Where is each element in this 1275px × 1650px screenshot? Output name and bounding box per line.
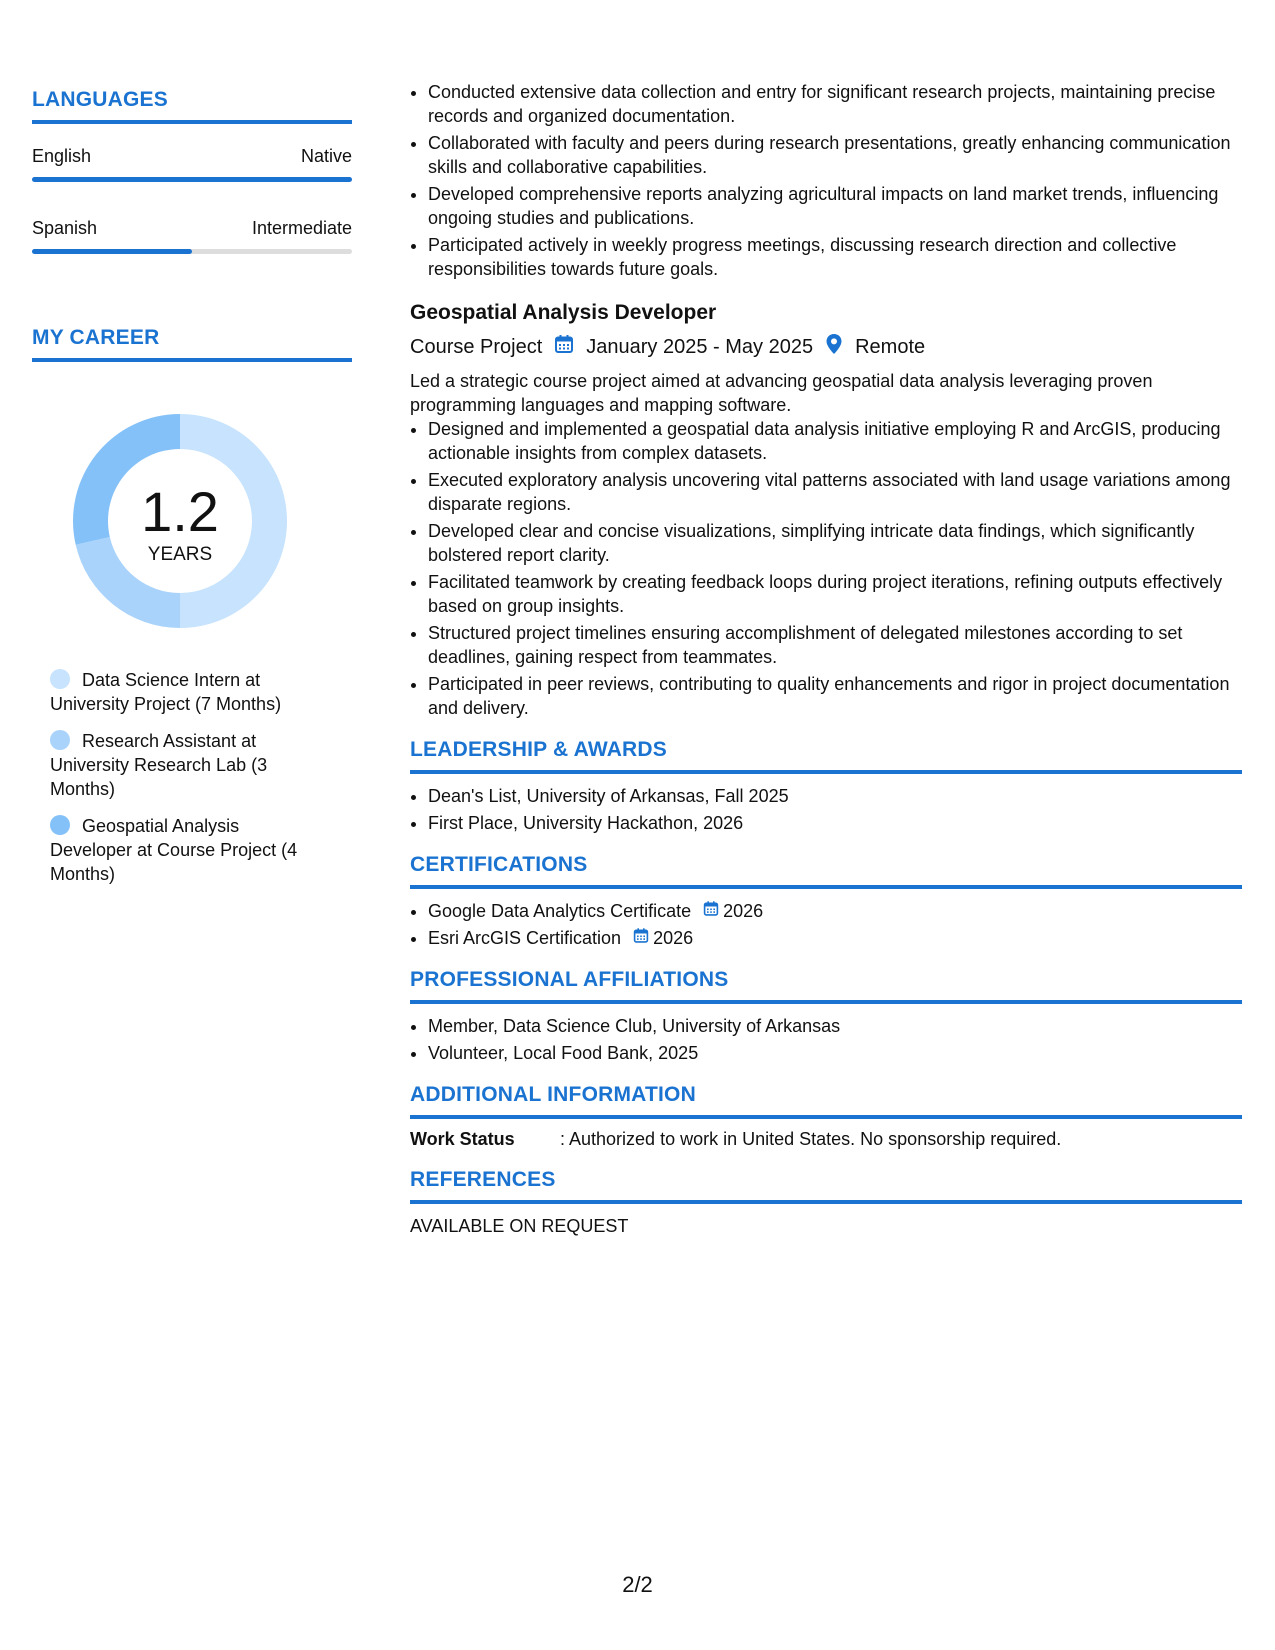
career-total-value: 1.2 — [141, 480, 219, 543]
previous-job-bullets — [410, 80, 1242, 281]
legend-dot — [50, 669, 70, 689]
legend-label: Research Assistant at University Research Lab (3 Months) — [50, 731, 268, 799]
career-title: MY CAREER — [32, 326, 352, 362]
language-name: English — [32, 146, 92, 166]
career-donut-chart — [65, 406, 295, 636]
affiliations-title: PROFESSIONAL AFFILIATIONS — [410, 968, 1242, 1004]
sidebar — [32, 88, 352, 899]
list-item: • Collaborated with faculty and peers during research presentations, greatly enhancing communication skills and collaborative capabilities. — [428, 131, 1242, 179]
list-item: • Member, Data Science Club, University of Arkansas — [428, 1014, 1242, 1038]
job-meta — [410, 333, 1242, 361]
legend-label: Data Science Intern at University Project (7 Months) — [50, 670, 282, 714]
work-status-value: : Authorized to work in United States. No sponsorship required. — [560, 1129, 1062, 1149]
languages-section — [32, 88, 352, 254]
job-company: Course Project — [410, 335, 543, 358]
references-section — [410, 1168, 1242, 1237]
career-legend-item — [50, 814, 320, 886]
job-bullets — [410, 417, 1242, 720]
main-content — [410, 80, 1242, 1237]
affiliations-section — [410, 968, 1242, 1065]
language-item-spanish — [32, 218, 352, 254]
list-item: • First Place, University Hackathon, 2026 — [428, 811, 1242, 835]
certifications-title: CERTIFICATIONS — [410, 853, 1242, 889]
calendar-icon — [554, 334, 574, 360]
list-item: • Conducted extensive data collection and entry for significant research projects, maintaining precise records and organized documentation. — [428, 80, 1242, 128]
work-status-row — [410, 1129, 1242, 1150]
language-level: Intermediate — [251, 218, 352, 238]
list-item: • Developed comprehensive reports analyzing agricultural impacts on land market trends, influencing ongoing studies and publications. — [428, 182, 1242, 230]
career-legend-item — [50, 729, 320, 801]
page-number: 2/2 — [622, 1572, 653, 1597]
career-section — [32, 326, 352, 886]
job-location: Remote — [855, 335, 926, 358]
list-item: • Designed and implemented a geospatial data analysis initiative employing R and ArcGIS, producing actionable insights from complex datasets. — [428, 417, 1242, 465]
certifications-section — [410, 853, 1242, 950]
list-item — [428, 926, 1242, 950]
language-proficiency-fill — [32, 177, 352, 182]
certification-year: 2026 — [653, 928, 694, 948]
legend-dot — [50, 815, 70, 835]
career-total-unit: YEARS — [147, 544, 213, 565]
certification-year: 2026 — [723, 901, 764, 921]
language-proficiency-fill — [32, 249, 192, 254]
references-text: AVAILABLE ON REQUEST — [410, 1216, 629, 1236]
list-item — [428, 899, 1242, 923]
job-dates: January 2025 - May 2025 — [586, 335, 814, 358]
language-proficiency-bar — [32, 177, 352, 182]
leadership-title: LEADERSHIP & AWARDS — [410, 738, 1242, 774]
list-item: • Participated in peer reviews, contributing to quality enhancements and rigor in project documentation and delivery. — [428, 672, 1242, 720]
legend-label: Geospatial Analysis Developer at Course Project (4 Months) — [50, 816, 298, 884]
job-entry — [410, 301, 1242, 720]
language-item-english — [32, 146, 352, 182]
calendar-icon — [633, 926, 649, 950]
additional-info-section — [410, 1083, 1242, 1150]
list-item: • Developed clear and concise visualizations, simplifying intricate data findings, which significantly bolstered report clarity. — [428, 519, 1242, 567]
leadership-section — [410, 738, 1242, 835]
location-pin-icon — [825, 333, 843, 361]
career-legend — [50, 668, 320, 886]
language-name: Spanish — [32, 218, 98, 238]
certification-name: • Google Data Analytics Certificate — [428, 901, 692, 921]
work-status-label: Work Status — [410, 1129, 515, 1149]
references-title: REFERENCES — [410, 1168, 1242, 1204]
list-item: • Executed exploratory analysis uncovering vital patterns associated with land usage variations among disparate regions. — [428, 468, 1242, 516]
list-item: • Dean's List, University of Arkansas, Fall 2025 — [428, 784, 1242, 808]
language-level: Native — [300, 146, 352, 166]
list-item: • Structured project timelines ensuring accomplishment of delegated milestones according to set deadlines, gaining respect from teammates. — [428, 621, 1242, 669]
list-item: • Volunteer, Local Food Bank, 2025 — [428, 1041, 1242, 1065]
job-description: Led a strategic course project aimed at advancing geospatial data analysis leveraging proven programming languages and mapping software. — [410, 371, 1153, 415]
language-proficiency-bar — [32, 249, 352, 254]
career-legend-item — [50, 668, 320, 716]
languages-title: LANGUAGES — [32, 88, 352, 124]
calendar-icon — [703, 899, 719, 923]
list-item: • Facilitated teamwork by creating feedback loops during project iterations, refining outputs effectively based on group insights. — [428, 570, 1242, 618]
certification-name: • Esri ArcGIS Certification — [428, 928, 622, 948]
job-title: Geospatial Analysis Developer — [410, 301, 717, 324]
list-item: • Participated actively in weekly progress meetings, discussing research direction and collective responsibilities towards future goals. — [428, 233, 1242, 281]
additional-info-title: ADDITIONAL INFORMATION — [410, 1083, 1242, 1119]
legend-dot — [50, 730, 70, 750]
